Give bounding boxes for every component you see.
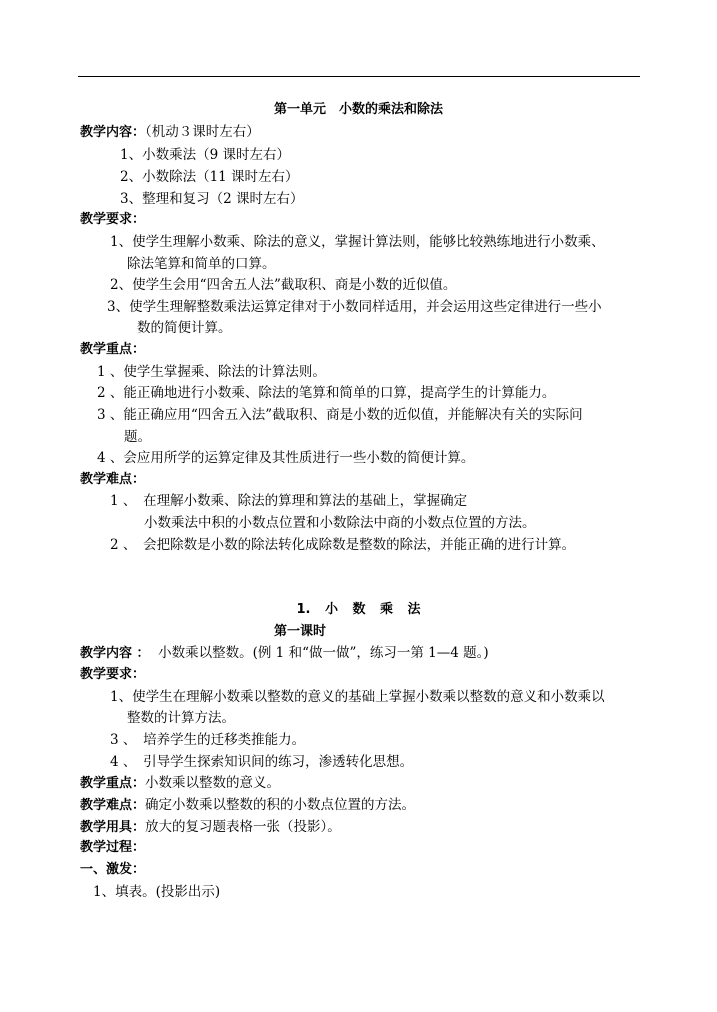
unit-content-item: 3、整理和复习（2 课时左右） xyxy=(120,191,304,207)
unit-requirement-line: 除法笔算和简单的口算。 xyxy=(127,256,276,272)
unit-content-heading: 教学内容： xyxy=(80,125,146,140)
section-title: 1. 小 数 乘 法 xyxy=(296,602,421,617)
lesson-tools-text: 放大的复习题表格一张（投影）。 xyxy=(145,819,341,835)
lesson-requirement-line: 整数的计算方法。 xyxy=(127,710,235,726)
lesson-difficulty-row xyxy=(80,795,415,816)
lesson-title: 第一课时 xyxy=(274,624,327,639)
lesson-key-heading: 教学重点： xyxy=(80,776,146,791)
unit-content-item: 1、小数乘法（9 课时左右） xyxy=(120,147,290,163)
unit-content-row xyxy=(80,122,260,143)
unit-key-point: 4 、会应用所学的运算定律及其性质进行一些小数的简便计算。 xyxy=(97,450,475,466)
lesson-content-row xyxy=(80,643,489,664)
unit-difficulty: 1 、 在理解小数乘、除法的算理和算法的基础上，掌握确定 xyxy=(110,493,468,509)
lesson-requirement-line: 4 、 引导学生探索知识间的练习，渗透转化思想。 xyxy=(110,754,414,770)
unit-requirement-line: 2、使学生会用“四舍五人法”截取积、商是小数的近似值。 xyxy=(110,277,457,293)
lesson-step-heading: 一、激发： xyxy=(80,862,146,877)
lesson-key-text: 小数乘以整数的意义。 xyxy=(145,775,281,791)
lesson-difficulty-text: 确定小数乘以整数的积的小数点位置的方法。 xyxy=(145,797,416,813)
header-rule xyxy=(78,76,640,77)
lesson-requirements-heading: 教学要求： xyxy=(80,667,146,682)
lesson-requirement-line: 1、使学生在理解小数乘以整数的意义的基础上掌握小数乘以整数的意义和小数乘以 xyxy=(110,689,605,705)
unit-key-point: 题。 xyxy=(124,429,151,445)
lesson-content-text: 小数乘以整数。(例 1 和“做一做”，练习一第 1—4 题。) xyxy=(158,645,489,661)
unit-key-point: 1 、使学生掌握乘、除法的计算法则。 xyxy=(97,364,326,380)
unit-key-points-heading: 教学重点： xyxy=(80,342,146,357)
lesson-difficulty-heading: 教学难点： xyxy=(80,798,146,813)
unit-requirements-heading: 教学要求： xyxy=(80,212,146,227)
lesson-tools-row xyxy=(80,817,341,838)
unit-content-note: （机动３课时左右） xyxy=(145,124,260,140)
unit-key-point: 2 、能正确地进行小数乘、除法的笔算和简单的口算，提高学生的计算能力。 xyxy=(97,385,556,401)
unit-requirement-line: 3、使学生理解整数乘法运算定律对于小数同样适用，并会运用这些定律进行一些小 xyxy=(107,299,602,315)
lesson-process-heading: 教学过程： xyxy=(80,840,146,855)
lesson-key-row xyxy=(80,773,280,794)
unit-requirement-line: 1、使学生理解小数乘、除法的意义，掌握计算法则，能够比较熟练地进行小数乘、 xyxy=(110,234,605,250)
unit-difficulty: 2 、 会把除数是小数的除法转化成除数是整数的除法，并能正确的进行计算。 xyxy=(110,537,576,553)
unit-key-point: 3 、能正确应用“四舍五入法”截取积、商是小数的近似值，并能解决有关的实际问 xyxy=(97,407,583,423)
unit-title: 第一单元 小数的乘法和除法 xyxy=(273,102,443,117)
lesson-content-heading: 教学内容 ： xyxy=(80,646,150,661)
unit-requirement-line: 数的简便计算。 xyxy=(137,320,232,336)
lesson-tools-heading: 教学用具： xyxy=(80,820,146,835)
lesson-step-item: 1、填表。(投影出示) xyxy=(93,884,221,900)
unit-difficulties-heading: 教学难点： xyxy=(80,472,146,487)
unit-difficulty: 小数乘法中积的小数点位置和小数除法中商的小数点位置的方法。 xyxy=(144,515,536,531)
lesson-requirement-line: 3 、 培养学生的迁移类推能力。 xyxy=(110,732,306,748)
unit-content-item: 2、小数除法（11 课时左右） xyxy=(120,169,299,185)
